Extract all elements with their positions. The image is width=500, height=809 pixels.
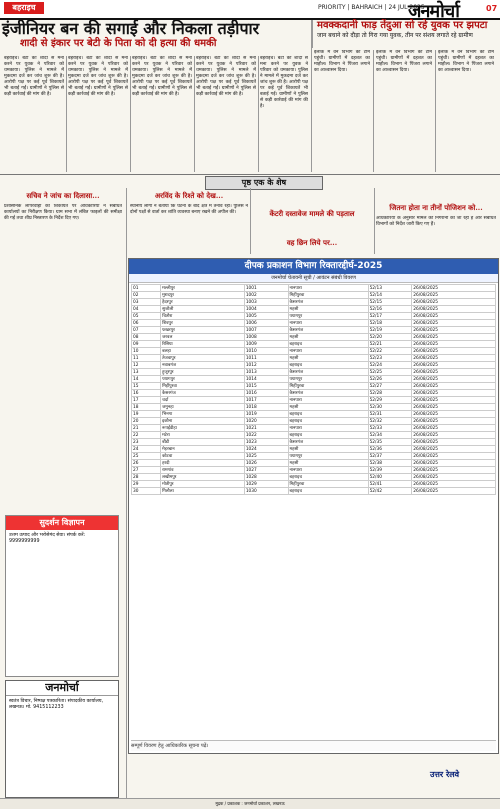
column-rule (311, 20, 312, 172)
table-cell: 26/08/2025 (412, 327, 496, 334)
table-cell: 1021 (244, 425, 288, 432)
table-row (132, 285, 496, 292)
column-rule (126, 188, 127, 800)
table-row (132, 425, 496, 432)
table-cell: 03 (132, 299, 161, 306)
table-cell: पयागपुर (161, 376, 245, 383)
table-cell: 14 (132, 376, 161, 383)
table-cell: मुरादपुर (161, 292, 245, 299)
table-row (132, 306, 496, 313)
table-cell: 1020 (244, 418, 288, 425)
continued-stories-band: पृष्ठ एक के शेष (205, 176, 323, 190)
table-cell: महसी (288, 460, 368, 467)
table-cell: 06 (132, 320, 161, 327)
table-cell: 26/08/2025 (412, 432, 496, 439)
table-cell: बहराइच (288, 432, 368, 439)
column-rule (258, 56, 259, 172)
table-cell: 1010 (244, 348, 288, 355)
table-cell: 52/13 (368, 285, 412, 292)
table-cell: 28 (132, 474, 161, 481)
table-cell: 52/38 (368, 460, 412, 467)
table-cell: 52/36 (368, 446, 412, 453)
table-cell: 52/33 (368, 425, 412, 432)
table-cell: 52/25 (368, 369, 412, 376)
middle-center2-headline: केंटरी दस्तावेज मामले की पड़ताल (269, 209, 355, 218)
table-cell: 1007 (244, 327, 288, 334)
table-cell: 52/40 (368, 474, 412, 481)
table-row (132, 376, 496, 383)
table-row (132, 467, 496, 474)
table-cell: 26/08/2025 (412, 376, 496, 383)
table-cell: 26/08/2025 (412, 439, 496, 446)
table-cell: 52/30 (368, 404, 412, 411)
table-cell: 24 (132, 446, 161, 453)
notice-table-box (128, 258, 499, 754)
lead-headline: इंजीनियर बन की सगाई और निकला तड़ीपार (2, 19, 260, 38)
table-cell: महसी (288, 446, 368, 453)
table-cell: 26/08/2025 (412, 348, 496, 355)
middle-center-headline: अरविंद के रिश्ते को देख... (154, 191, 224, 200)
table-row (132, 327, 496, 334)
table-cell: 26/08/2025 (412, 425, 496, 432)
table-cell: रूपईडीहा (161, 425, 245, 432)
table-cell: 52/23 (368, 355, 412, 362)
table-cell: नानपारा (288, 320, 368, 327)
lead-text-col-2: बहराइच। बेटी की शादी से मना करने पर युवक ने परिवार को धमकाया। पुलिस ने मामले में मुकदमा दर्ज कर जांच शुरू की है। आरोपी पक्ष पर कई पूर्व शिकायतें भी बताई गईं। ग्रामीणों ने पुलिस से कड़ी कार्रवाई की मांग की है। (68, 56, 128, 97)
table-cell: 52/19 (368, 327, 412, 334)
right-top-story (312, 20, 500, 48)
table-cell: 1025 (244, 453, 288, 460)
table-cell: रामगांव (161, 467, 245, 474)
middle-right-story: अधिकारियों के अनुसार मामले की निगरानी की जा रही है और संबंधित विभागों को निर्देश जारी किए गए हैं। (376, 216, 496, 227)
table-cell: कैसरगंज (288, 390, 368, 397)
table-cell: 1009 (244, 341, 288, 348)
notice-table (131, 284, 496, 495)
table-cell: इकौना (161, 418, 245, 425)
lead-text-col-5: बहराइच। बेटी की शादी से मना करने पर युवक ने परिवार को धमकाया। पुलिस ने मामले में मुकदमा दर्ज कर जांच शुरू की है। आरोपी पक्ष पर कई पूर्व शिकायतें भी बताई गईं। ग्रामीणों ने पुलिस से कड़ी कार्रवाई की मांग की है। (260, 56, 308, 109)
table-cell: 26/08/2025 (412, 404, 496, 411)
table-cell: 09 (132, 341, 161, 348)
table-cell: 18 (132, 404, 161, 411)
table-cell: 26/08/2025 (412, 320, 496, 327)
table-cell: 1027 (244, 467, 288, 474)
table-cell: 26/08/2025 (412, 460, 496, 467)
table-cell: जरवल (161, 334, 245, 341)
publisher-box-title: जनमोर्चा (6, 681, 118, 696)
publisher-box (5, 680, 119, 798)
table-cell: सुजौली (161, 306, 245, 313)
table-cell: 26/08/2025 (412, 418, 496, 425)
table-cell: नानपारा (288, 425, 368, 432)
table-cell: गिलौला (161, 488, 245, 495)
table-cell: मिहींपुरवा (161, 383, 245, 390)
table-cell: शिवपुर (161, 320, 245, 327)
table-cell: कैसरगंज (161, 390, 245, 397)
table-cell: 27 (132, 467, 161, 474)
table-cell: 52/31 (368, 411, 412, 418)
table-cell: महसी (288, 355, 368, 362)
column-rule (374, 188, 375, 254)
table-cell: 1003 (244, 299, 288, 306)
table-cell: 23 (132, 439, 161, 446)
table-cell: कोटवा (161, 453, 245, 460)
table-cell: 26/08/2025 (412, 285, 496, 292)
table-cell: 30 (132, 488, 161, 495)
section-divider (0, 174, 500, 175)
table-cell: 08 (132, 334, 161, 341)
table-row (132, 446, 496, 453)
table-cell: तेजवापुर (161, 355, 245, 362)
table-cell: महसी (288, 306, 368, 313)
table-cell: 52/17 (368, 313, 412, 320)
table-cell: 26/08/2025 (412, 334, 496, 341)
middle-right-headline: जितना होता ना तीनों पोजिशन को... (389, 203, 483, 212)
table-cell: 26/08/2025 (412, 313, 496, 320)
right-top-kicker: जान बचाने को दौड़ा तो गिरा गया युवक, तीन पर संशय लगाते रहे ग्रामीण (317, 32, 473, 39)
table-cell: हरदी (161, 460, 245, 467)
table-cell: 26/08/2025 (412, 453, 496, 460)
table-cell: 1005 (244, 313, 288, 320)
table-cell: 1023 (244, 439, 288, 446)
table-cell: भिनगा (161, 411, 245, 418)
table-cell: नवाबगंज (161, 362, 245, 369)
table-cell: 26/08/2025 (412, 411, 496, 418)
table-cell: 52/22 (368, 348, 412, 355)
table-cell: बलहा (161, 348, 245, 355)
masthead (0, 0, 500, 20)
table-cell: 20 (132, 418, 161, 425)
table-cell: मोतीपुर (161, 481, 245, 488)
table-cell: 52/21 (368, 341, 412, 348)
table-cell: 52/24 (368, 362, 412, 369)
table-cell: 26/08/2025 (412, 369, 496, 376)
table-cell: 52/26 (368, 376, 412, 383)
table-cell: 1026 (244, 460, 288, 467)
table-cell: 52/37 (368, 453, 412, 460)
table-cell: 1006 (244, 320, 288, 327)
column-rule (250, 188, 251, 254)
right-top-text-col-3: इलाके में वन विभाग की टीम पहुंची। ग्रामीणों में दहशत का माहौल। विभाग ने पिंजरा लगाने का आश्वासन दिया। (438, 50, 494, 73)
table-row (132, 432, 496, 439)
table-cell: 52/34 (368, 432, 412, 439)
lead-text-col-4: बहराइच। बेटी की शादी से मना करने पर युवक ने परिवार को धमकाया। पुलिस ने मामले में मुकदमा दर्ज कर जांच शुरू की है। आरोपी पक्ष पर कई पूर्व शिकायतें भी बताई गईं। ग्रामीणों ने पुलिस से कड़ी कार्रवाई की मांग की है। (196, 56, 256, 97)
right-top-text-col-2: इलाके में वन विभाग की टीम पहुंची। ग्रामीणों में दहशत का माहौल। विभाग ने पिंजरा लगाने का आश्वासन दिया। (376, 50, 432, 73)
table-cell: 1014 (244, 376, 288, 383)
lead-story-header (2, 20, 308, 54)
lead-text-col-3: बहराइच। बेटी की शादी से मना करने पर युवक ने परिवार को धमकाया। पुलिस ने मामले में मुकदमा दर्ज कर जांच शुरू की है। आरोपी पक्ष पर कई पूर्व शिकायतें भी बताई गईं। ग्रामीणों ने पुलिस से कड़ी कार्रवाई की मांग की है। (132, 56, 192, 97)
table-row (132, 334, 496, 341)
table-row (132, 488, 496, 495)
table-cell: 26/08/2025 (412, 383, 496, 390)
table-cell: 26/08/2025 (412, 446, 496, 453)
table-cell: 05 (132, 313, 161, 320)
table-cell: 1013 (244, 369, 288, 376)
table-cell: 1030 (244, 488, 288, 495)
newspaper-logo: जनमोर्चा (408, 1, 459, 22)
table-cell: 13 (132, 369, 161, 376)
table-cell: बहराइच (288, 362, 368, 369)
lead-subheadline: शादी से इंकार पर बेटी के पिता को दी हत्या की धमकी (20, 38, 217, 49)
middle-left-headline: सचिव ने जांच का दिलासा... (26, 191, 100, 200)
table-cell: कैसरगंज (288, 327, 368, 334)
table-cell: बहराइच (288, 418, 368, 425)
table-cell: 10 (132, 348, 161, 355)
table-row (132, 348, 496, 355)
table-cell: पयागपुर (288, 376, 368, 383)
table-cell: हुजूरपुर (161, 369, 245, 376)
table-row (132, 404, 496, 411)
table-row (132, 362, 496, 369)
table-cell: 04 (132, 306, 161, 313)
table-cell: महसी (288, 404, 368, 411)
lead-text-col-1: बहराइच। बेटी की शादी से मना करने पर युवक ने परिवार को धमकाया। पुलिस ने मामले में मुकदमा दर्ज कर जांच शुरू की है। आरोपी पक्ष पर कई पूर्व शिकायतें भी बताई गईं। ग्रामीणों ने पुलिस से कड़ी कार्रवाई की मांग की है। (4, 56, 64, 97)
page-number: 07 (486, 4, 498, 13)
issue-line: PRIORITY | BAHRAICH | 24 JUL 2025 (318, 4, 425, 11)
table-row (132, 320, 496, 327)
table-cell: चितौरा (161, 313, 245, 320)
table-cell: 52/15 (368, 299, 412, 306)
table-cell: 52/29 (368, 397, 412, 404)
table-cell: महसी (288, 334, 368, 341)
table-cell: चर्दा (161, 397, 245, 404)
table-cell: 26/08/2025 (412, 481, 496, 488)
table-row (132, 313, 496, 320)
ad-body: उत्तम उत्पाद और भरोसेमंद सेवा। संपर्क करें: 9999999999 (9, 533, 86, 544)
table-cell: 16 (132, 390, 161, 397)
table-cell: 26 (132, 460, 161, 467)
table-row (132, 481, 496, 488)
table-cell: 26/08/2025 (412, 341, 496, 348)
right-top-text-col-1: इलाके में वन विभाग की टीम पहुंची। ग्रामीणों में दहशत का माहौल। विभाग ने पिंजरा लगाने का आश्वासन दिया। (314, 50, 370, 73)
table-cell: 19 (132, 411, 161, 418)
table-row (132, 411, 496, 418)
table-row (132, 397, 496, 404)
left-advertisement (5, 515, 119, 677)
table-cell: 1017 (244, 397, 288, 404)
table-cell: 52/35 (368, 439, 412, 446)
table-cell: 22 (132, 432, 161, 439)
notice-table-title: दीपक प्रकाशन विभाग रिक्तारद्दीर्घ-2025 (129, 259, 498, 274)
table-cell: मेहरबान (161, 446, 245, 453)
middle-center-story: स्थानीय लोगों ने बताया कि घटना के बाद क्षेत्र में तनाव रहा। पुलिस ने दोनों पक्षों से वार्ता कर शांति व्यवस्था बनाए रखने की अपील की। (130, 204, 248, 215)
table-cell: 26/08/2025 (412, 362, 496, 369)
table-cell: लखीमपुर (161, 474, 245, 481)
table-cell: 02 (132, 292, 161, 299)
table-row (132, 390, 496, 397)
table-cell: कैसरगंज (288, 369, 368, 376)
table-cell: 52/42 (368, 488, 412, 495)
table-cell: 52/32 (368, 418, 412, 425)
table-cell: 1015 (244, 383, 288, 390)
table-cell: मल्लीपुर (161, 285, 245, 292)
column-rule (66, 56, 67, 172)
table-cell: रिसिया (161, 341, 245, 348)
railway-logo: उत्तर रेलवे (430, 770, 460, 779)
table-cell: 1004 (244, 306, 288, 313)
ad-title: सुदर्शन विज्ञापन (6, 516, 118, 530)
table-cell: मटेरा (161, 432, 245, 439)
table-cell: 21 (132, 425, 161, 432)
right-top-headline: मवक्कदानी फाड़ तेंदुआ सो रहे युवक पर झपटा (317, 20, 488, 31)
table-cell: 26/08/2025 (412, 306, 496, 313)
table-cell: 1028 (244, 474, 288, 481)
table-row (132, 299, 496, 306)
table-cell: 15 (132, 383, 161, 390)
table-cell: नानपारा (288, 285, 368, 292)
table-cell: 52/14 (368, 292, 412, 299)
column-rule (194, 56, 195, 172)
table-cell: 26/08/2025 (412, 488, 496, 495)
table-cell: 52/18 (368, 320, 412, 327)
table-cell: 1018 (244, 404, 288, 411)
bottom-strip: मुद्रक / प्रकाशक : जनमोर्चा प्रकाशन, लखनऊ (0, 798, 500, 809)
table-cell: 01 (132, 285, 161, 292)
column-rule (435, 50, 436, 172)
notice-table-subtitle: जनमोर्चा चेतावनी सूची / आवंटन संबंधी विवरण (129, 274, 498, 283)
table-cell: 52/39 (368, 467, 412, 474)
table-cell: कैसरगंज (288, 299, 368, 306)
table-cell: बहराइच (288, 488, 368, 495)
table-cell: 52/41 (368, 481, 412, 488)
table-cell: बहराइच (288, 411, 368, 418)
middle-center3-headline: वह छिन लिये पर... (286, 238, 338, 247)
table-cell: 11 (132, 355, 161, 362)
table-cell: 26/08/2025 (412, 390, 496, 397)
table-row (132, 383, 496, 390)
table-row (132, 369, 496, 376)
table-cell: 25 (132, 453, 161, 460)
table-cell: 1029 (244, 481, 288, 488)
table-cell: 52/16 (368, 306, 412, 313)
table-cell: जमुनहा (161, 404, 245, 411)
column-rule (373, 50, 374, 172)
table-cell: कैसरगंज (288, 439, 368, 446)
table-cell: 17 (132, 397, 161, 404)
table-cell: 1008 (244, 334, 288, 341)
table-cell: पयागपुर (288, 313, 368, 320)
table-cell: 1019 (244, 411, 288, 418)
table-row (132, 418, 496, 425)
table-row (132, 355, 496, 362)
table-row (132, 460, 496, 467)
table-row (132, 453, 496, 460)
table-cell: 52/20 (368, 334, 412, 341)
table-cell: 29 (132, 481, 161, 488)
table-cell: नानपारा (288, 397, 368, 404)
table-cell: बहराइच (288, 341, 368, 348)
table-cell: 1022 (244, 432, 288, 439)
table-cell: 26/08/2025 (412, 299, 496, 306)
table-cell: बौंडी (161, 439, 245, 446)
table-cell: नानपारा (288, 348, 368, 355)
table-cell: 1002 (244, 292, 288, 299)
table-cell: मिहींपुरवा (288, 292, 368, 299)
notice-table-footer: सम्पूर्ण विवरण हेतु आधिकारिक सूचना पढ़ें। (131, 740, 496, 751)
table-row (132, 474, 496, 481)
table-cell: 26/08/2025 (412, 474, 496, 481)
table-cell: 12 (132, 362, 161, 369)
table-cell: 1001 (244, 285, 288, 292)
table-cell: फखरपुर (161, 327, 245, 334)
table-cell: बहराइच (288, 474, 368, 481)
table-cell: 52/28 (368, 390, 412, 397)
table-cell: पयागपुर (288, 453, 368, 460)
table-cell: 1012 (244, 362, 288, 369)
table-cell: 07 (132, 327, 161, 334)
table-cell: मिहींपुरवा (288, 383, 368, 390)
notice-table-body (132, 285, 496, 495)
table-cell: 26/08/2025 (412, 292, 496, 299)
table-cell: 26/08/2025 (412, 355, 496, 362)
table-cell: मिहींपुरवा (288, 481, 368, 488)
table-cell: 1016 (244, 390, 288, 397)
table-cell: नानपारा (288, 467, 368, 474)
publisher-box-body: स्वतंत्र विचार, निष्पक्ष पत्रकारिता। संपादकीय कार्यालय, लखनऊ। मो. 9415112233 (9, 699, 104, 710)
table-cell: हैदरपुर (161, 299, 245, 306)
table-row (132, 292, 496, 299)
section-tag: बहराइच (4, 2, 44, 14)
table-cell: 26/08/2025 (412, 397, 496, 404)
column-rule (130, 56, 131, 172)
table-cell: 52/27 (368, 383, 412, 390)
table-cell: 1011 (244, 355, 288, 362)
table-cell: 1024 (244, 446, 288, 453)
table-row (132, 341, 496, 348)
middle-left-story: प्रशासनिक लापरवाही की शिकायत पर अधिकारियों ने संबंधित कार्यालयों का निरीक्षण किया। ग्राम सभा में लंबित फाइलों की समीक्षा की गई तथा शीघ्र निस्तारण के निर्देश दिए गए। (4, 204, 122, 221)
table-cell: 26/08/2025 (412, 467, 496, 474)
table-row (132, 439, 496, 446)
